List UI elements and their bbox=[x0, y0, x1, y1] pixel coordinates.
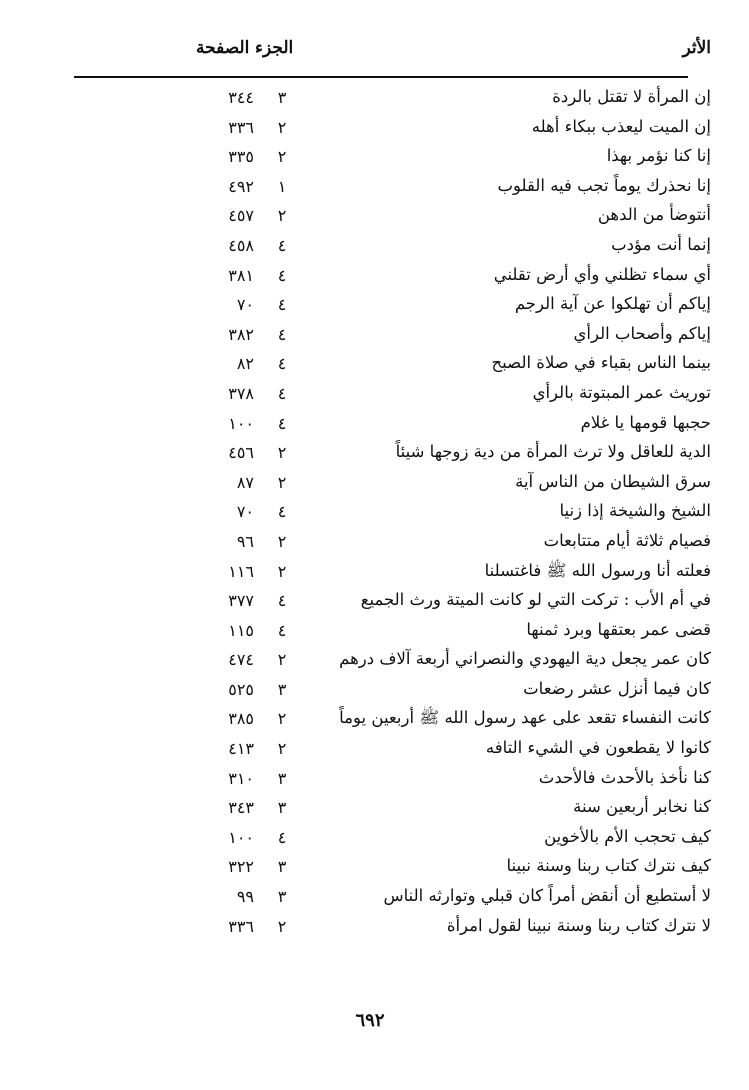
athar-text: فعلته أنا ورسول الله ﷺ فاغتسلنا bbox=[484, 560, 711, 580]
column-header-athar: الأثر bbox=[682, 38, 711, 58]
index-row bbox=[0, 853, 749, 883]
athar-text: الشيخ والشيخة إذا زنيا bbox=[559, 501, 711, 521]
athar-text: إن الميت ليعذب ببكاء أهله bbox=[531, 116, 711, 136]
page-reference: ١١٦ bbox=[228, 561, 254, 581]
juz-number: ٣ bbox=[277, 88, 287, 107]
index-row bbox=[0, 202, 749, 232]
juz-number: ٣ bbox=[277, 768, 287, 788]
athar-text: كانت النفساء تقعد على عهد رسول الله ﷺ أربعين يوماً bbox=[339, 708, 711, 728]
page-reference: ٣١٠ bbox=[228, 768, 254, 788]
juz-number: ٤ bbox=[277, 324, 287, 344]
athar-text: كنا نأخذ بالأحدث فالأحدث bbox=[538, 767, 711, 787]
juz-number: ٢ bbox=[277, 650, 287, 670]
index-row bbox=[0, 705, 749, 735]
index-row bbox=[0, 913, 749, 943]
column-header-juz: الجزء bbox=[255, 38, 294, 58]
juz-number: ٢ bbox=[277, 443, 287, 463]
athar-text: أي سماء تظلني وأي أرض تقلني bbox=[493, 264, 711, 284]
page-reference: ٣٢٢ bbox=[228, 857, 254, 877]
juz-number: ٤ bbox=[277, 620, 287, 640]
athar-text: إنما أنت مؤدب bbox=[611, 234, 711, 254]
page-reference: ١٠٠ bbox=[228, 413, 254, 433]
athar-text: كيف تحجب الأم بالأخوين bbox=[544, 826, 711, 846]
juz-number: ٤ bbox=[277, 591, 287, 611]
juz-number: ٤ bbox=[277, 265, 287, 285]
index-row bbox=[0, 350, 749, 380]
page-reference: ٣٣٦ bbox=[228, 117, 254, 137]
juz-number: ٣ bbox=[277, 857, 287, 877]
index-list bbox=[0, 84, 749, 942]
athar-text: إن المرأة لا تقتل بالردة bbox=[552, 87, 711, 106]
index-row bbox=[0, 114, 749, 144]
index-row bbox=[0, 410, 749, 440]
index-row bbox=[0, 84, 749, 114]
juz-number: ٤ bbox=[277, 827, 287, 847]
page-reference: ٥٢٥ bbox=[228, 679, 254, 699]
index-row bbox=[0, 883, 749, 913]
juz-number: ٢ bbox=[277, 916, 287, 936]
page-reference: ٤٧٤ bbox=[228, 650, 254, 670]
page-reference: ٤١٣ bbox=[228, 739, 254, 759]
index-row bbox=[0, 143, 749, 173]
juz-number: ٤ bbox=[277, 235, 287, 255]
page-reference: ٣٨١ bbox=[228, 265, 254, 285]
page-reference: ٧٠ bbox=[236, 502, 254, 522]
index-row bbox=[0, 558, 749, 588]
page-reference: ٣٧٧ bbox=[228, 591, 254, 611]
index-row bbox=[0, 498, 749, 528]
athar-text: إياكم وأصحاب الرأي bbox=[573, 323, 711, 343]
athar-text: قضى عمر بعتقها وبرد ثمنها bbox=[526, 619, 711, 639]
page-reference: ٤٥٨ bbox=[228, 235, 254, 255]
juz-number: ١ bbox=[277, 176, 287, 196]
page-reference: ٣٨٢ bbox=[228, 324, 254, 344]
index-row bbox=[0, 173, 749, 203]
header-rule bbox=[74, 76, 688, 78]
page-reference: ٣٤٤ bbox=[228, 88, 254, 107]
juz-number: ٣ bbox=[277, 887, 287, 907]
page-reference: ٣٧٨ bbox=[228, 383, 254, 403]
athar-text: كيف نترك كتاب ربنا وسنة نبينا bbox=[506, 856, 711, 876]
juz-number: ٤ bbox=[277, 295, 287, 315]
athar-text: كانوا لا يقطعون في الشيء التافه bbox=[485, 738, 711, 758]
index-row bbox=[0, 676, 749, 706]
juz-number: ٢ bbox=[277, 206, 287, 226]
athar-text: سرق الشيطان من الناس آية bbox=[515, 471, 711, 491]
index-row bbox=[0, 794, 749, 824]
page-reference: ٤٩٢ bbox=[228, 176, 254, 196]
athar-text: بينما الناس بقباء في صلاة الصبح bbox=[491, 353, 711, 373]
juz-number: ٤ bbox=[277, 502, 287, 522]
juz-number: ٣ bbox=[277, 798, 287, 818]
index-row bbox=[0, 617, 749, 647]
juz-number: ٢ bbox=[277, 147, 287, 167]
juz-number: ٢ bbox=[277, 531, 287, 551]
athar-text: أنتوضأ من الدهن bbox=[597, 205, 711, 225]
index-row bbox=[0, 262, 749, 292]
page-reference: ٩٩ bbox=[236, 887, 254, 907]
index-row bbox=[0, 321, 749, 351]
juz-number: ٢ bbox=[277, 472, 287, 492]
page-reference: ٣٨٥ bbox=[228, 709, 254, 729]
index-row bbox=[0, 646, 749, 676]
athar-text: كنا نخابر أربعين سنة bbox=[573, 797, 711, 817]
page-reference: ١٠٠ bbox=[228, 827, 254, 847]
index-row bbox=[0, 380, 749, 410]
index-row bbox=[0, 469, 749, 499]
athar-text: إنا نحذرك يوماً تجب فيه القلوب bbox=[497, 175, 711, 195]
index-row bbox=[0, 439, 749, 469]
page-reference: ٨٢ bbox=[236, 354, 254, 374]
athar-text: إياكم أن تهلكوا عن آية الرجم bbox=[514, 294, 711, 314]
athar-text: كان فيما أنزل عشر رضعات bbox=[523, 678, 711, 698]
index-row bbox=[0, 587, 749, 617]
column-header-safha: الصفحة bbox=[196, 38, 250, 58]
athar-text: فصيام ثلاثة أيام متتابعات bbox=[543, 530, 711, 550]
juz-number: ٢ bbox=[277, 709, 287, 729]
athar-text: لا أستطيع أن أنقض أمراً كان قبلي وتوارثه الناس bbox=[383, 886, 711, 906]
index-row bbox=[0, 291, 749, 321]
page-reference: ٣٤٣ bbox=[228, 798, 254, 818]
index-row bbox=[0, 232, 749, 262]
page-reference: ٣٣٥ bbox=[228, 147, 254, 167]
juz-number: ٣ bbox=[277, 679, 287, 699]
juz-number: ٤ bbox=[277, 383, 287, 403]
juz-number: ٢ bbox=[277, 739, 287, 759]
athar-text: لا نترك كتاب ربنا وسنة نبينا لقول امرأة bbox=[446, 915, 711, 935]
athar-text: حجبها قومها يا غلام bbox=[580, 412, 711, 432]
page-reference: ١١٥ bbox=[228, 620, 254, 640]
index-row bbox=[0, 765, 749, 795]
athar-text: توريث عمر المبتوتة بالرأي bbox=[532, 382, 711, 402]
page-number: ٦٩٢ bbox=[355, 1010, 385, 1031]
juz-number: ٤ bbox=[277, 413, 287, 433]
index-row bbox=[0, 528, 749, 558]
athar-text: كان عمر يجعل دية اليهودي والنصراني أربعة آلاف درهم bbox=[339, 649, 711, 669]
juz-number: ٢ bbox=[277, 117, 287, 137]
juz-number: ٢ bbox=[277, 561, 287, 581]
athar-text: في أم الأب : تركت التي لو كانت الميتة ورث الجميع bbox=[360, 590, 711, 610]
juz-number: ٤ bbox=[277, 354, 287, 374]
page-reference: ٧٠ bbox=[236, 295, 254, 315]
athar-text: إنا كنا نؤمر بهذا bbox=[606, 146, 711, 166]
index-row bbox=[0, 824, 749, 854]
page-reference: ٤٥٧ bbox=[228, 206, 254, 226]
page-reference: ٤٥٦ bbox=[228, 443, 254, 463]
index-row bbox=[0, 735, 749, 765]
page-reference: ٨٧ bbox=[236, 472, 254, 492]
page-reference: ٩٦ bbox=[236, 531, 254, 551]
athar-text: الدية للعاقل ولا ترث المرأة من دية زوجها شيئاً bbox=[395, 442, 711, 462]
page-reference: ٣٣٦ bbox=[228, 916, 254, 936]
